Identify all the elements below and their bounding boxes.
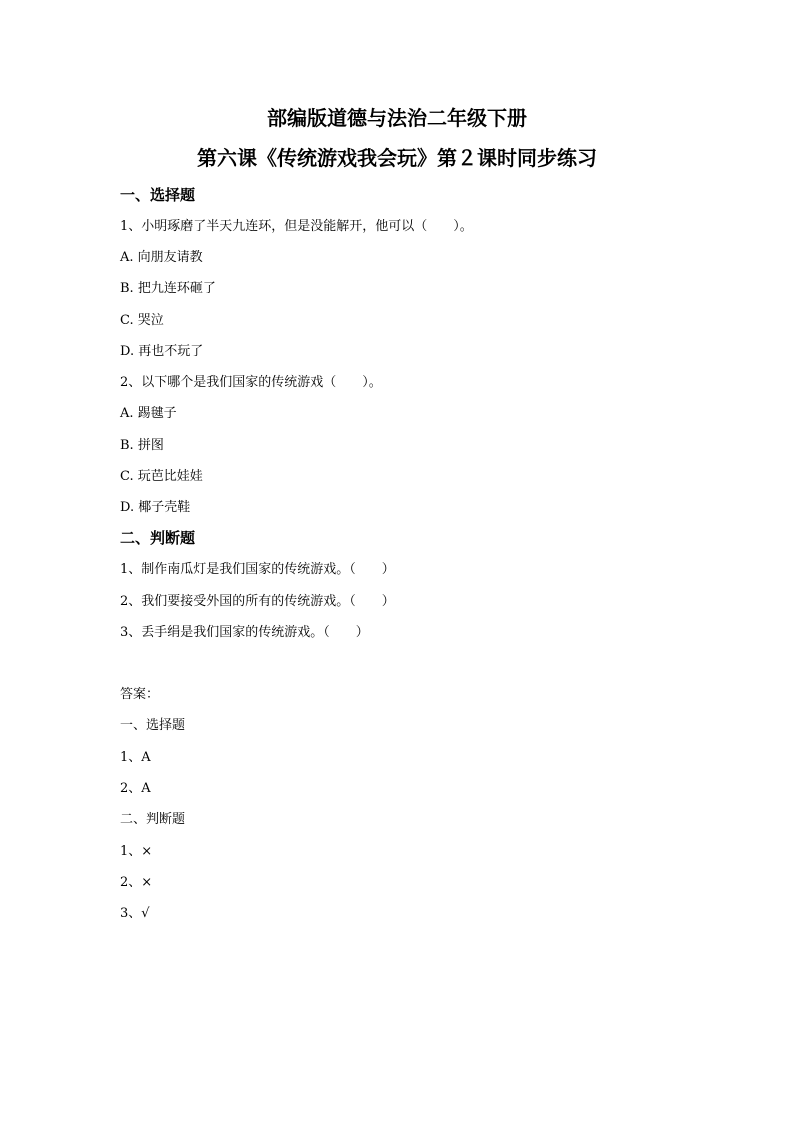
option-text: A. 踢毽子	[120, 406, 177, 421]
answer-item: 2、A	[120, 781, 151, 796]
answer-item: 1、A	[120, 750, 151, 765]
answer-label: 答案：	[120, 687, 160, 702]
option-text: B. 把九连环砸了	[120, 281, 216, 296]
option-text: C. 玩芭比娃娃	[120, 469, 203, 484]
question-stem: 1、小明琢磨了半天九连环，但是没能解开，他可以（ ）。	[120, 219, 473, 234]
answer-heading-judge: 二、判断题	[120, 812, 186, 827]
option-text: C. 哭泣	[120, 313, 164, 328]
judge-statement: 3、丢手绢是我们国家的传统游戏。（ ）	[120, 625, 369, 640]
answer-item: 3、√	[120, 906, 150, 921]
answer-item: 1、×	[120, 844, 153, 859]
judge-statement: 1、制作南瓜灯是我们国家的传统游戏。（ ）	[120, 562, 395, 577]
option-text: D. 再也不玩了	[120, 344, 204, 359]
option-text: B. 拼图	[120, 438, 164, 453]
answer-item: 2、×	[120, 875, 153, 890]
lesson-title: 第六课《传统游戏我会玩》第２课时同步练习	[197, 146, 597, 170]
answer-heading-choice: 一、选择题	[120, 718, 186, 733]
judge-statement: 2、我们要接受外国的所有的传统游戏。（ ）	[120, 594, 395, 609]
document-title: 部编版道德与法治二年级下册	[267, 106, 527, 130]
option-text: A. 向朋友请教	[120, 250, 203, 265]
section-heading-choice: 一、选择题	[120, 186, 196, 204]
question-stem: 2、以下哪个是我们国家的传统游戏（ ）。	[120, 375, 382, 390]
section-heading-judge: 二、判断题	[120, 529, 196, 547]
option-text: D. 椰子壳鞋	[120, 500, 191, 515]
